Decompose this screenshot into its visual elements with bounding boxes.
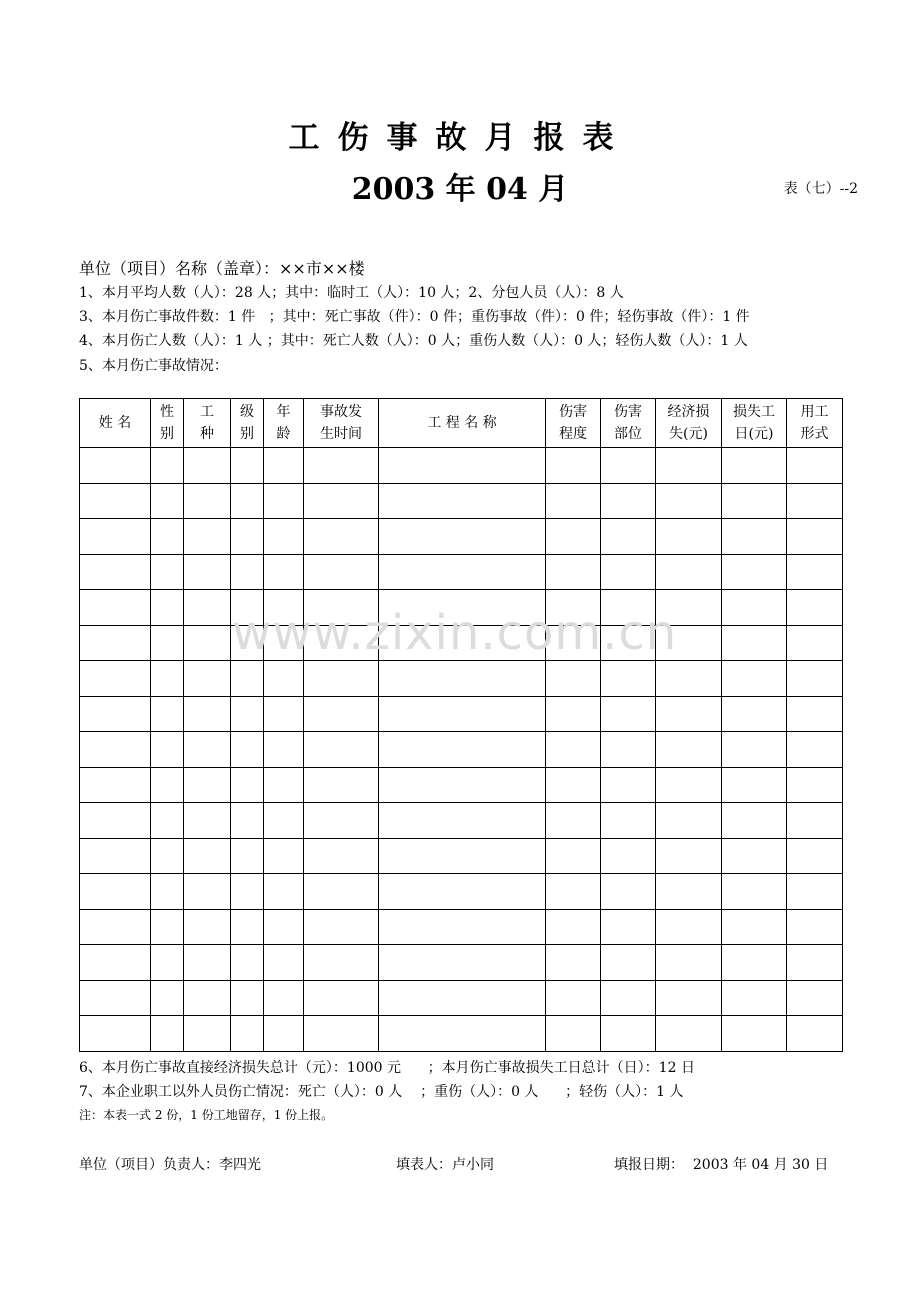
table-row bbox=[80, 767, 843, 803]
table-cell bbox=[546, 732, 601, 768]
table-cell bbox=[80, 767, 151, 803]
table-cell bbox=[80, 1016, 151, 1052]
table-row bbox=[80, 590, 843, 626]
table-cell bbox=[80, 732, 151, 768]
table-cell bbox=[151, 945, 184, 981]
table-cell bbox=[546, 767, 601, 803]
table-cell bbox=[264, 696, 304, 732]
table-cell bbox=[722, 1016, 787, 1052]
table-cell bbox=[601, 625, 656, 661]
table-cell bbox=[184, 909, 231, 945]
table-cell bbox=[787, 483, 843, 519]
table-cell bbox=[304, 909, 379, 945]
table-cell bbox=[787, 696, 843, 732]
table-cell bbox=[151, 554, 184, 590]
table-cell bbox=[80, 909, 151, 945]
footer-line-7: 7、本企业职工以外人员伤亡情况：死亡（人）：0 人 ；重伤（人）：0 人 ；轻伤（人）：1 人 bbox=[79, 1084, 684, 1100]
table-cell bbox=[264, 732, 304, 768]
table-cell bbox=[80, 874, 151, 910]
table-cell bbox=[722, 767, 787, 803]
table-cell bbox=[231, 945, 264, 981]
table-cell bbox=[379, 874, 546, 910]
table-cell bbox=[264, 980, 304, 1016]
table-cell bbox=[787, 909, 843, 945]
table-cell bbox=[264, 838, 304, 874]
table-cell bbox=[264, 625, 304, 661]
table-row bbox=[80, 980, 843, 1016]
table-cell bbox=[184, 945, 231, 981]
table-cell bbox=[546, 696, 601, 732]
table-cell bbox=[304, 1016, 379, 1052]
table-row bbox=[80, 625, 843, 661]
table-cell bbox=[151, 661, 184, 697]
table-cell bbox=[546, 945, 601, 981]
table-cell bbox=[546, 1016, 601, 1052]
table-cell bbox=[656, 909, 722, 945]
table-cell bbox=[656, 732, 722, 768]
table-cell bbox=[264, 448, 304, 484]
table-row bbox=[80, 519, 843, 555]
table-cell bbox=[231, 590, 264, 626]
table-cell bbox=[304, 696, 379, 732]
table-cell bbox=[304, 874, 379, 910]
table-cell bbox=[184, 767, 231, 803]
table-cell bbox=[304, 625, 379, 661]
table-cell bbox=[601, 838, 656, 874]
table-cell bbox=[787, 732, 843, 768]
table-cell bbox=[656, 945, 722, 981]
info-line-5: 5、本月伤亡事故情况： bbox=[79, 358, 228, 374]
info-line-3: 3、本月伤亡事故件数：1 件 ；其中：死亡事故（件）：0 件；重伤事故（件）：0 件；轻伤事故（件）：1 件 bbox=[79, 309, 750, 325]
table-cell bbox=[722, 661, 787, 697]
table-row bbox=[80, 1016, 843, 1052]
table-cell bbox=[601, 661, 656, 697]
table-cell bbox=[379, 448, 546, 484]
table-cell bbox=[304, 554, 379, 590]
column-header: 损失工 日(元) bbox=[722, 399, 787, 448]
table-cell bbox=[656, 590, 722, 626]
report-title: 工伤事故月报表 bbox=[288, 120, 632, 156]
table-cell bbox=[722, 448, 787, 484]
unit-name: 单位（项目）名称（盖章）：××市××楼 bbox=[79, 259, 365, 278]
table-cell bbox=[80, 483, 151, 519]
table-cell bbox=[546, 519, 601, 555]
table-cell bbox=[601, 803, 656, 839]
table-cell bbox=[304, 519, 379, 555]
table-cell bbox=[264, 945, 304, 981]
column-header: 伤害 部位 bbox=[601, 399, 656, 448]
table-cell bbox=[231, 661, 264, 697]
table-cell bbox=[231, 909, 264, 945]
info-line-4: 4、本月伤亡人数（人）：1 人 ；其中：死亡人数（人）：0 人；重伤人数（人）：0 人；轻伤人数（人）：1 人 bbox=[79, 333, 748, 349]
table-cell bbox=[231, 874, 264, 910]
table-cell bbox=[304, 732, 379, 768]
table-cell bbox=[722, 554, 787, 590]
table-cell bbox=[379, 661, 546, 697]
table-cell bbox=[231, 448, 264, 484]
table-cell bbox=[231, 767, 264, 803]
table-cell bbox=[601, 767, 656, 803]
table-cell bbox=[546, 554, 601, 590]
table-cell bbox=[184, 661, 231, 697]
table-cell bbox=[304, 448, 379, 484]
footer-line-6: 6、本月伤亡事故直接经济损失总计（元）：1000 元 ；本月伤亡事故损失工日总计（日）：12 日 bbox=[79, 1060, 695, 1076]
table-cell bbox=[379, 803, 546, 839]
table-cell bbox=[787, 767, 843, 803]
table-row bbox=[80, 661, 843, 697]
table-cell bbox=[546, 980, 601, 1016]
table-cell bbox=[264, 590, 304, 626]
table-row bbox=[80, 448, 843, 484]
column-header: 年 龄 bbox=[264, 399, 304, 448]
table-cell bbox=[656, 767, 722, 803]
table-cell bbox=[656, 980, 722, 1016]
table-cell bbox=[601, 696, 656, 732]
table-cell bbox=[787, 661, 843, 697]
table-cell bbox=[151, 909, 184, 945]
table-row bbox=[80, 945, 843, 981]
responsible-person: 单位（项目）负责人：李四光 bbox=[79, 1157, 261, 1173]
table-cell bbox=[151, 448, 184, 484]
table-cell bbox=[722, 838, 787, 874]
table-cell bbox=[231, 696, 264, 732]
table-cell bbox=[80, 696, 151, 732]
table-cell bbox=[601, 732, 656, 768]
table-cell bbox=[151, 803, 184, 839]
column-header: 工 程 名 称 bbox=[379, 399, 546, 448]
casualty-table bbox=[79, 398, 843, 1052]
table-header-row bbox=[80, 399, 843, 448]
table-cell bbox=[601, 448, 656, 484]
table-cell bbox=[601, 554, 656, 590]
table-cell bbox=[80, 554, 151, 590]
table-cell bbox=[656, 696, 722, 732]
table-cell bbox=[722, 803, 787, 839]
form-code: 表（七）--2 bbox=[783, 181, 858, 197]
column-header: 伤害 程度 bbox=[546, 399, 601, 448]
table-cell bbox=[151, 625, 184, 661]
table-cell bbox=[546, 448, 601, 484]
table-cell bbox=[231, 1016, 264, 1052]
table-cell bbox=[304, 945, 379, 981]
table-cell bbox=[304, 483, 379, 519]
table-row bbox=[80, 732, 843, 768]
table-cell bbox=[379, 483, 546, 519]
table-cell bbox=[379, 1016, 546, 1052]
table-cell bbox=[656, 661, 722, 697]
table-cell bbox=[80, 448, 151, 484]
table-cell bbox=[304, 590, 379, 626]
table-cell bbox=[787, 625, 843, 661]
column-header: 事故发 生时间 bbox=[304, 399, 379, 448]
table-cell bbox=[656, 1016, 722, 1052]
table-cell bbox=[722, 590, 787, 626]
table-cell bbox=[656, 519, 722, 555]
table-cell bbox=[601, 909, 656, 945]
table-cell bbox=[304, 838, 379, 874]
table-body bbox=[80, 448, 843, 1052]
table-cell bbox=[546, 661, 601, 697]
table-row bbox=[80, 909, 843, 945]
table-cell bbox=[231, 554, 264, 590]
table-cell bbox=[787, 448, 843, 484]
table-cell bbox=[787, 874, 843, 910]
table-row bbox=[80, 554, 843, 590]
table-cell bbox=[601, 874, 656, 910]
table-cell bbox=[80, 945, 151, 981]
table-cell bbox=[151, 767, 184, 803]
table-cell bbox=[264, 519, 304, 555]
table-cell bbox=[231, 519, 264, 555]
table-cell bbox=[787, 554, 843, 590]
table-cell bbox=[787, 590, 843, 626]
table-cell bbox=[80, 519, 151, 555]
table-cell bbox=[80, 838, 151, 874]
table-cell bbox=[379, 838, 546, 874]
table-cell bbox=[379, 590, 546, 626]
column-header: 工 种 bbox=[184, 399, 231, 448]
table-cell bbox=[379, 696, 546, 732]
table-cell bbox=[787, 803, 843, 839]
table-cell bbox=[264, 661, 304, 697]
table-cell bbox=[787, 838, 843, 874]
table-row bbox=[80, 803, 843, 839]
table-cell bbox=[80, 980, 151, 1016]
table-cell bbox=[231, 625, 264, 661]
table-cell bbox=[601, 590, 656, 626]
table-cell bbox=[184, 803, 231, 839]
table-row bbox=[80, 874, 843, 910]
table-cell bbox=[787, 945, 843, 981]
table-cell bbox=[546, 625, 601, 661]
table-cell bbox=[722, 980, 787, 1016]
watermark: www.zixin.com.cn bbox=[232, 605, 678, 661]
table-cell bbox=[264, 874, 304, 910]
table-row bbox=[80, 838, 843, 874]
table-cell bbox=[304, 767, 379, 803]
table-cell bbox=[231, 803, 264, 839]
table-cell bbox=[184, 625, 231, 661]
report-date: 填报日期： 2003 年 04 月 30 日 bbox=[614, 1157, 829, 1173]
table-cell bbox=[601, 980, 656, 1016]
table-cell bbox=[379, 732, 546, 768]
table-cell bbox=[656, 554, 722, 590]
table-row bbox=[80, 483, 843, 519]
table-cell bbox=[656, 838, 722, 874]
table-cell bbox=[231, 980, 264, 1016]
table-cell bbox=[379, 519, 546, 555]
table-cell bbox=[722, 625, 787, 661]
form-filler: 填表人：卢小同 bbox=[396, 1157, 494, 1173]
table-cell bbox=[656, 448, 722, 484]
table-cell bbox=[80, 661, 151, 697]
footer-note: 注：本表一式 2 份，1 份工地留存，1 份上报。 bbox=[79, 1108, 334, 1122]
table-cell bbox=[787, 519, 843, 555]
table-cell bbox=[184, 519, 231, 555]
table-cell bbox=[80, 590, 151, 626]
info-line-1: 1、本月平均人数（人）：28 人；其中：临时工（人）：10 人；2、分包人员（人）：8 人 bbox=[79, 285, 624, 301]
table-cell bbox=[379, 980, 546, 1016]
table-cell bbox=[722, 696, 787, 732]
table-cell bbox=[264, 1016, 304, 1052]
table-cell bbox=[722, 874, 787, 910]
table-cell bbox=[601, 1016, 656, 1052]
table-cell bbox=[379, 625, 546, 661]
table-cell bbox=[151, 696, 184, 732]
table-cell bbox=[379, 554, 546, 590]
table-cell bbox=[184, 448, 231, 484]
table-cell bbox=[151, 838, 184, 874]
table-cell bbox=[601, 945, 656, 981]
table-cell bbox=[656, 874, 722, 910]
column-header: 性 别 bbox=[151, 399, 184, 448]
table-cell bbox=[184, 696, 231, 732]
table-cell bbox=[151, 732, 184, 768]
table-cell bbox=[722, 732, 787, 768]
table-cell bbox=[151, 519, 184, 555]
table-cell bbox=[546, 803, 601, 839]
table-cell bbox=[151, 980, 184, 1016]
table-cell bbox=[80, 625, 151, 661]
table-cell bbox=[264, 767, 304, 803]
table-cell bbox=[264, 803, 304, 839]
table-cell bbox=[151, 590, 184, 626]
table-cell bbox=[546, 909, 601, 945]
table-cell bbox=[80, 803, 151, 839]
table-cell bbox=[231, 838, 264, 874]
column-header: 用工 形式 bbox=[787, 399, 843, 448]
table-cell bbox=[656, 625, 722, 661]
table-cell bbox=[787, 1016, 843, 1052]
table-cell bbox=[546, 483, 601, 519]
table-cell bbox=[184, 874, 231, 910]
table-cell bbox=[546, 874, 601, 910]
table-cell bbox=[722, 909, 787, 945]
table-cell bbox=[264, 554, 304, 590]
table-cell bbox=[151, 483, 184, 519]
table-cell bbox=[184, 1016, 231, 1052]
table-cell bbox=[304, 803, 379, 839]
table-cell bbox=[184, 483, 231, 519]
table-cell bbox=[379, 945, 546, 981]
column-header: 经济损 失(元) bbox=[656, 399, 722, 448]
table-cell bbox=[184, 732, 231, 768]
report-period: 2003 年 04 月 bbox=[351, 172, 569, 207]
table-cell bbox=[184, 838, 231, 874]
table-cell bbox=[722, 519, 787, 555]
column-header: 级 别 bbox=[231, 399, 264, 448]
table-cell bbox=[151, 1016, 184, 1052]
table-cell bbox=[304, 661, 379, 697]
table-cell bbox=[151, 874, 184, 910]
table-cell bbox=[546, 838, 601, 874]
table-cell bbox=[379, 909, 546, 945]
table-cell bbox=[546, 590, 601, 626]
table-cell bbox=[722, 483, 787, 519]
table-cell bbox=[184, 980, 231, 1016]
table-cell bbox=[722, 945, 787, 981]
table-cell bbox=[601, 519, 656, 555]
table-cell bbox=[231, 483, 264, 519]
table-cell bbox=[601, 483, 656, 519]
table-cell bbox=[379, 767, 546, 803]
table-cell bbox=[304, 980, 379, 1016]
table-cell bbox=[184, 590, 231, 626]
table-cell bbox=[264, 483, 304, 519]
column-header: 姓 名 bbox=[80, 399, 151, 448]
table-cell bbox=[231, 732, 264, 768]
table-cell bbox=[264, 909, 304, 945]
table-row bbox=[80, 696, 843, 732]
table-cell bbox=[656, 803, 722, 839]
table-cell bbox=[656, 483, 722, 519]
table-cell bbox=[184, 554, 231, 590]
table-cell bbox=[787, 980, 843, 1016]
